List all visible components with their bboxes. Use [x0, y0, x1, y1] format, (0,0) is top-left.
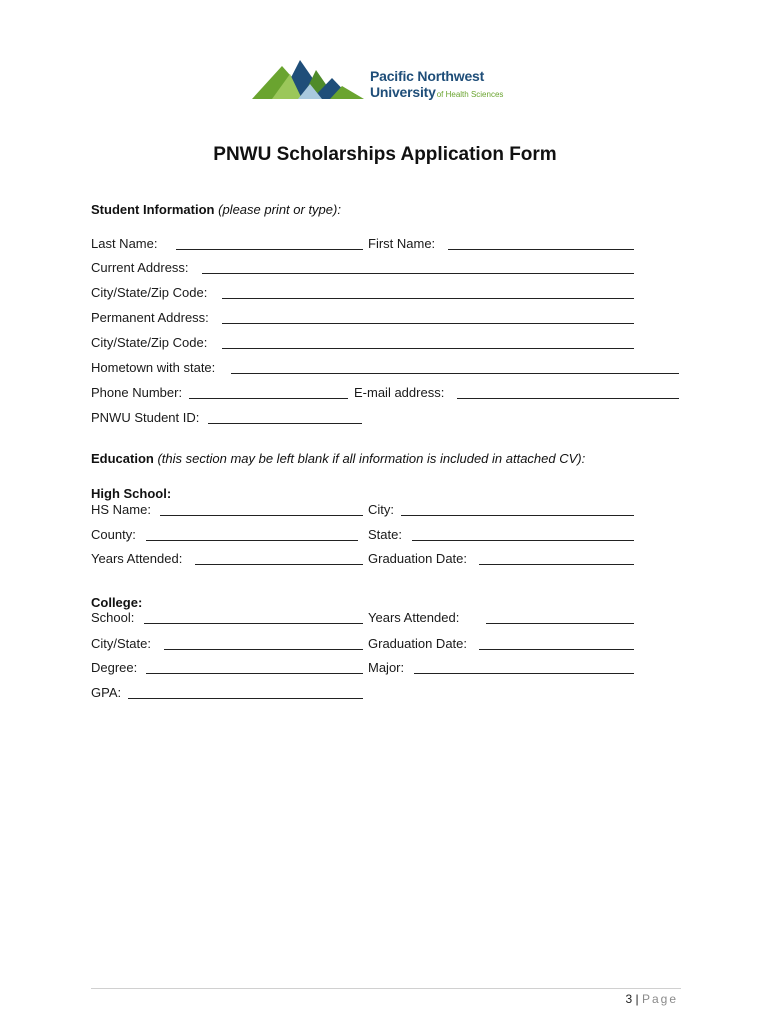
hs-county-label: County:: [91, 527, 136, 542]
college-gpa-label: GPA:: [91, 685, 122, 700]
city-state-zip-field-1[interactable]: [222, 298, 634, 299]
logo-name-line1: Pacific Northwest: [370, 68, 485, 84]
city-state-zip-label-1: City/State/Zip Code:: [91, 285, 208, 300]
last-name-field[interactable]: [176, 249, 363, 250]
college-school-field[interactable]: [144, 623, 363, 624]
hs-name-field[interactable]: [160, 515, 363, 516]
college-gpa-field[interactable]: [128, 698, 363, 699]
student-info-title: Student Information: [91, 202, 215, 217]
college-degree-row: [91, 660, 636, 676]
college-gpa-row: [91, 685, 391, 701]
college-school-label: School:: [91, 610, 135, 625]
logo-name-line2: [370, 84, 503, 100]
college-city-label: City/State:: [91, 636, 151, 651]
last-name-label: Last Name:: [91, 236, 158, 251]
first-name-field[interactable]: [448, 249, 634, 250]
student-info-note: (please print or type):: [218, 202, 341, 217]
permanent-address-field[interactable]: [222, 323, 634, 324]
hs-city-field[interactable]: [401, 515, 634, 516]
hs-graduation-field[interactable]: [479, 564, 634, 565]
student-id-row: [91, 410, 391, 426]
permanent-address-label: Permanent Address:: [91, 310, 209, 325]
hs-state-label: State:: [368, 527, 402, 542]
student-info-heading: [91, 202, 341, 217]
college-school-row: [91, 610, 636, 626]
hs-city-label: City:: [368, 502, 394, 517]
mountain-logo-icon: [252, 56, 367, 106]
hometown-row: [91, 360, 681, 376]
hs-years-field[interactable]: [195, 564, 363, 565]
page-label: Page: [641, 992, 678, 1006]
college-graduation-label: Graduation Date:: [368, 636, 468, 651]
hs-state-field[interactable]: [412, 540, 634, 541]
footer-divider: [91, 988, 681, 989]
college-city-row: [91, 636, 636, 652]
college-years-label: Years Attended:: [368, 610, 460, 625]
current-address-field[interactable]: [202, 273, 634, 274]
first-name-label: First Name:: [368, 236, 436, 251]
phone-field[interactable]: [189, 398, 348, 399]
hs-graduation-label: Graduation Date:: [368, 551, 468, 566]
college-major-field[interactable]: [414, 673, 634, 674]
city-state-zip-field-2[interactable]: [222, 348, 634, 349]
current-address-label: Current Address:: [91, 260, 189, 275]
education-heading: [91, 451, 585, 466]
college-degree-field[interactable]: [146, 673, 363, 674]
hometown-label: Hometown with state:: [91, 360, 216, 375]
college-major-label: Major:: [368, 660, 405, 675]
student-id-label: PNWU Student ID:: [91, 410, 200, 425]
page-footer: [625, 992, 678, 1006]
college-degree-label: Degree:: [91, 660, 138, 675]
logo-university: University: [370, 84, 436, 100]
hs-county-field[interactable]: [146, 540, 358, 541]
education-note: (this section may be left blank if all information is included in attached CV):: [157, 451, 586, 466]
page-number: 3: [625, 992, 633, 1006]
page-separator: |: [635, 992, 639, 1006]
university-logo: [252, 56, 522, 106]
logo-subtitle: of Health Sciences: [436, 90, 504, 99]
current-address-row: [91, 260, 636, 276]
high-school-heading: High School:: [91, 486, 172, 501]
hometown-field[interactable]: [231, 373, 679, 374]
hs-county-row: [91, 527, 636, 543]
hs-name-label: HS Name:: [91, 502, 151, 517]
page-title: PNWU Scholarships Application Form: [213, 144, 557, 165]
college-graduation-field[interactable]: [479, 649, 634, 650]
city-state-zip-row-2: [91, 335, 636, 351]
hs-years-row: [91, 551, 636, 567]
email-field[interactable]: [457, 398, 679, 399]
city-state-zip-label-2: City/State/Zip Code:: [91, 335, 208, 350]
hs-years-label: Years Attended:: [91, 551, 183, 566]
college-city-field[interactable]: [164, 649, 363, 650]
education-title: Education: [91, 451, 154, 466]
email-label: E-mail address:: [354, 385, 445, 400]
name-row: [91, 236, 636, 252]
permanent-address-row: [91, 310, 636, 326]
hs-name-row: [91, 502, 636, 518]
city-state-zip-row-1: [91, 285, 636, 301]
phone-email-row: [91, 385, 681, 401]
college-heading: College:: [91, 595, 143, 610]
phone-label: Phone Number:: [91, 385, 183, 400]
student-id-field[interactable]: [208, 423, 362, 424]
college-years-field[interactable]: [486, 623, 634, 624]
